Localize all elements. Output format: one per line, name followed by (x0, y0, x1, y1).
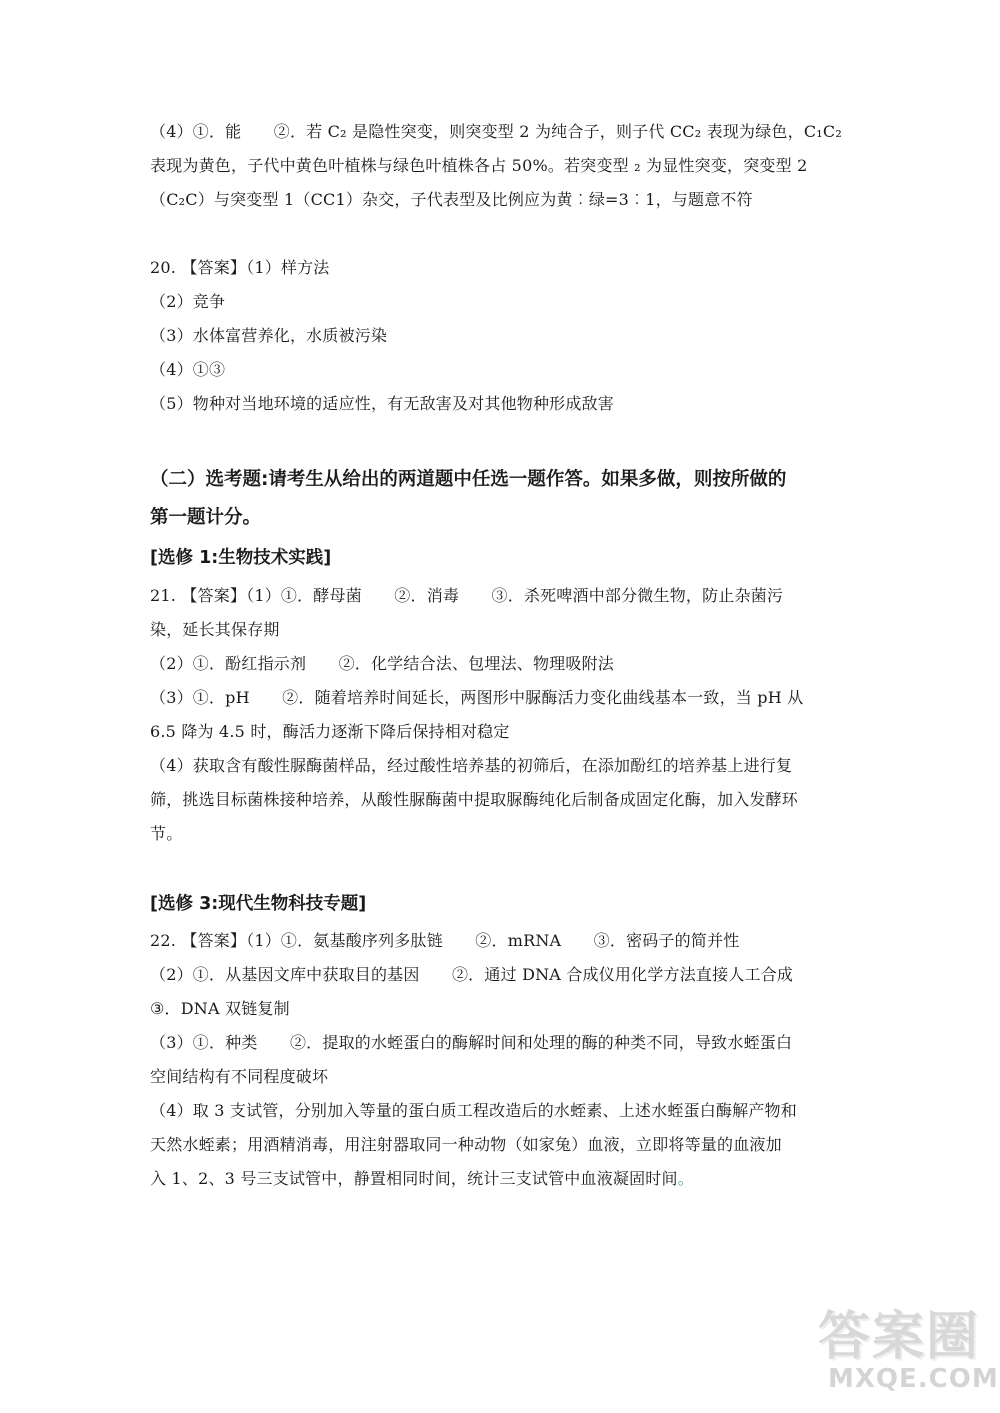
section2-heading-line2: 第一题计分。 (150, 507, 262, 528)
elective3-last-line (150, 1168, 855, 1190)
section2-heading-line1: （二）选考题:请考生从给出的两道题中任选一题作答。如果多做，则按所做的 (150, 469, 787, 490)
elective1-heading: [选修 1:生物技术实践] (150, 548, 332, 568)
watermark-logo-text: 答案圈 (818, 1307, 981, 1367)
elective3-line: 天然水蛭素；用酒精消毒，用注射器取同一种动物（如家兔）血液，立即将等量的血液加 (150, 1135, 782, 1154)
elective1-line: 筛，挑选目标菌株接种培养，从酸性脲酶菌中提取脲酶纯化后制备成固定化酶，加入发酵环 (150, 790, 799, 809)
elective1-line: （2）①．酚红指示剂 ②．化学结合法、包埋法、物理吸附法 (150, 654, 614, 673)
q20-answer-line3: （3）水体富营养化，水质被污染 (150, 326, 388, 345)
q20-answer-line4: （4）①③ (150, 360, 226, 379)
q19-part4-line1: （4）①．能 ②．若 C₂ 是隐性突变，则突变型 2 为纯合子，则子代 CC₂ 表现为绿色，C₁C₂ (150, 122, 842, 141)
elective3-last-line-text: 入 1、2、3 号三支试管中，静置相同时间，统计三支试管中血液凝固时间 (150, 1169, 678, 1188)
elective3-line: 空间结构有不同程度破坏 (150, 1067, 329, 1086)
elective1-line: （3）①．pH ②．随着培养时间延长，两图形中脲酶活力变化曲线基本一致，当 pH 从 (150, 688, 804, 707)
q19-part4-line2: 表现为黄色，子代中黄色叶植株与绿色叶植株各占 50%。若突变型 ₂ 为显性突变，突变型 2 (150, 156, 808, 175)
elective1-line: 6.5 降为 4.5 时，酶活力逐渐下降后保持相对稳定 (150, 722, 510, 741)
watermark-logo (790, 1290, 999, 1410)
elective3-line: 22. 【答案】（1）①．氨基酸序列多肽链 ②．mRNA ③．密码子的简并性 (150, 931, 740, 950)
elective3-line: （2）①．从基因文库中获取目的基因 ②．通过 DNA 合成仪用化学方法直接人工合成 (150, 965, 794, 984)
elective1-line: 节。 (150, 824, 183, 843)
q20-answer-line2: （2）竞争 (150, 292, 226, 311)
elective3-line: ③．DNA 双链复制 (150, 999, 290, 1018)
elective3-heading: [选修 3:现代生物科技专题] (150, 894, 367, 914)
watermark-site-text: MXQE.COM (828, 1364, 999, 1394)
q20-answer-line1: 20. 【答案】（1）样方法 (150, 258, 330, 277)
elective3-last-punct: 。 (677, 1169, 694, 1188)
q19-part4-line3: （C₂C）与突变型 1（CC1）杂交，子代表型及比例应为黄︰绿=3︰1，与题意不符 (150, 190, 753, 209)
elective1-line: 染，延长其保存期 (150, 620, 280, 639)
elective3-line: （3）①．种类 ②．提取的水蛭蛋白的酶解时间和处理的酶的种类不同，导致水蛭蛋白 (150, 1033, 793, 1052)
elective3-line: （4）取 3 支试管，分别加入等量的蛋白质工程改造后的水蛭素、上述水蛭蛋白酶解产物和 (150, 1101, 797, 1120)
q20-answer-line5: （5）物种对当地环境的适应性，有无敌害及对其他物种形成敌害 (150, 394, 614, 413)
elective1-line: 21. 【答案】（1）①．酵母菌 ②．消毒 ③．杀死啤酒中部分微生物，防止杂菌污 (150, 586, 784, 605)
elective1-line: （4）获取含有酸性脲酶菌样品，经过酸性培养基的初筛后，在添加酚红的培养基上进行复 (150, 756, 793, 775)
